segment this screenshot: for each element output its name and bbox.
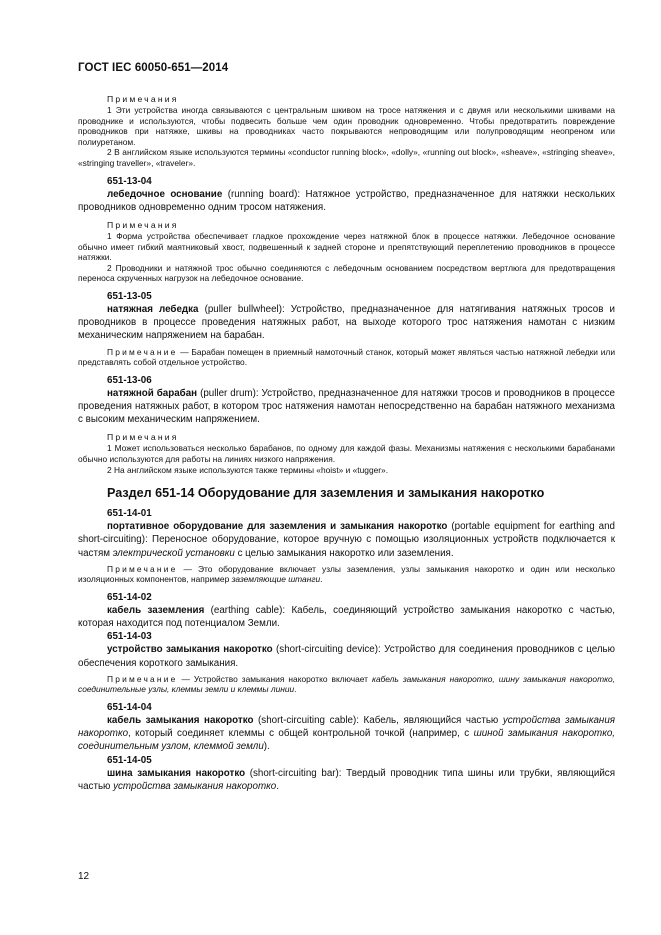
term-name: кабель заземления	[107, 604, 205, 616]
term-name: натяжной барабан	[107, 387, 198, 399]
term-number: 651-14-04	[107, 701, 152, 713]
term-number: 651-13-04	[107, 175, 152, 187]
term-definition	[78, 714, 615, 754]
note-ref: кабель замыкания накоротко, шину замыкания накоротко, соединительные узлы, клеммы земли и клеммы линии	[78, 673, 616, 695]
notes-label: Примечания	[107, 219, 179, 230]
term-number: 651-14-03	[107, 631, 152, 643]
term-number: 651-13-06	[107, 374, 152, 386]
term-definition	[78, 604, 615, 630]
definition-text: (puller drum): Устройство, предназначенное для натяжки тросов и проводников в процессе проведения натяжных работ, в котором трос натяжения намотан непосредственно на барабан натяжного механизма с высоким механическим напряжением.	[78, 387, 616, 426]
term-number: 651-14-05	[107, 754, 152, 766]
note-punct: .	[320, 574, 323, 585]
notes-label: Примечания	[107, 432, 179, 443]
note-text: Барабан помещен в приемный намоточный станок, который может являться частью натяжной лебедки или представлять собой отдельное устройство.	[78, 346, 615, 368]
note-label: Примечание	[107, 346, 178, 357]
note-punct: .	[294, 684, 297, 695]
term-name: лебедочное основание	[107, 188, 223, 200]
notes-label: Примечания	[107, 94, 179, 104]
definition-ref: электрической установки	[112, 547, 235, 559]
term-number: 651-14-01	[107, 508, 152, 520]
note-text: Это оборудование включает узлы заземления, узлы замыкания накоротко и один или несколько изоляционных компонентов, например	[78, 563, 615, 585]
note-text: 1 Может использоваться несколько барабанов, по одному для каждой фазы. Механизмы натяжения с несколькими барабанами обычно используются для работы на линиях низкого напряжения.	[78, 443, 615, 464]
section-heading: Раздел 651-14 Оборудование для заземления и замыкания накоротко	[107, 486, 545, 501]
term-name: кабель замыкания накоротко	[107, 714, 254, 726]
note-text: 2 В английском языке используются термины «conductor running block», «dolly», «running out block», «sheave», «stringing sheave», «stringing traveller», «traveler».	[78, 147, 615, 168]
note-text: 1 Форма устройства обеспечивает гладкое прохождение через натяжной блок в процессе натяжки. Лебедочное основание обычно имеет гибкий маятниковый хвост, подвешенный к задней стороне и препятствующий переплетению проводников в процессе натяжки.	[78, 230, 615, 263]
definition-text: (portable equipment for earthing and short-circuiting): Переносное оборудование, которое вручную с помощью изоляционных устройств подключается к частям	[78, 521, 615, 559]
definition-ref: шиной замыкания накоротко, соединительным узлом, клеммой земли	[78, 728, 615, 753]
document-body	[78, 92, 615, 793]
term-definition	[78, 767, 615, 793]
term-number: 651-14-02	[107, 591, 152, 603]
term-definition	[78, 643, 615, 669]
note-text: Устройство замыкания накоротко включает	[193, 673, 372, 684]
term-name: портативное оборудование для заземления и замыкания накоротко	[107, 521, 448, 533]
definition-text: , который соединяет клеммы с общей контрольной точкой (например, с	[128, 728, 474, 740]
note-text: 2 На английском языке используются также термины «hoist» и «tugger».	[107, 464, 389, 475]
document-header: ГОСТ IEC 60050-651—2014	[78, 62, 229, 74]
term-definition	[78, 303, 615, 343]
note-text: 1 Эти устройства иногда связываются с центральным шкивом на тросе натяжения и с двумя или несколькими шкивами на проводнике и используются, чтобы подвесить больше чем один проводник одновременно. Чтобы предотвратить повреждение проводников при натяжке, шкивы на проводниках часто покрываются непроводящим или полупроводящим неопреном или полиуретаном.	[78, 105, 615, 147]
term-name: шина замыкания накоротко	[107, 767, 246, 779]
note-single: Примечание — Устройство замыкания накоротко включает кабель замыкания накоротко, шину замыкания накоротко, соединительные узлы, клеммы земли и клеммы линии.	[78, 673, 616, 695]
note-ref: заземляющие штанги	[231, 574, 321, 585]
term-name: натяжная лебедка	[107, 303, 199, 315]
term-definition	[78, 520, 615, 560]
definition-text: с целью замыкания накоротко или заземления.	[234, 547, 454, 559]
definition-text: (earthing cable): Кабель, соединяющий устройство замыкания накоротко с частью, которая находится под потенциалом Земли.	[78, 604, 615, 630]
definition-text: (short-circuiting bar): Твердый проводник типа шины или трубки, являющийся частью	[78, 767, 616, 792]
definition-text: .	[276, 780, 279, 792]
definition-text: ).	[263, 741, 270, 753]
definition-text: (short-circuiting cable): Кабель, являющийся частью	[253, 714, 503, 726]
definition-text: (running board): Натяжное устройство, предназначенное для натяжки нескольких проводников одновременно одним тросом натяжения.	[78, 188, 616, 213]
definition-ref: устройства замыкания накоротко	[113, 780, 277, 792]
term-definition	[78, 387, 615, 427]
note-single: Примечание — Барабан помещен в приемный намоточный станок, который может являться частью натяжной лебедки или представлять собой отдельное устройство.	[78, 346, 615, 368]
term-name: устройство замыкания накоротко	[107, 644, 273, 656]
definition-text: (short-circuiting device): Устройство для соединения проводников с целью обеспечения короткого замыкания.	[78, 644, 615, 669]
page-number: 12	[78, 871, 90, 882]
term-definition	[78, 188, 615, 214]
note-text: 2 Проводники и натяжной трос обычно соединяются с лебедочным основанием посредством вертлюга для предотвращения переноса скрученных нагрузок на лебедочное основание.	[78, 262, 615, 284]
note-single: Примечание — Это оборудование включает узлы заземления, узлы замыкания накоротко и один или несколько изоляционных компонентов, например заземляющие штанги.	[78, 563, 615, 585]
definition-text: (puller bullwheel): Устройство, предназначенное для натягивания натяжных тросов и проводников в процессе проведения натяжных работ, на выходе которого трос натяжения намотан с низким механическим напряжением на барабан.	[78, 303, 615, 342]
term-number: 651-13-05	[107, 290, 152, 302]
note-label: Примечание	[107, 673, 178, 684]
definition-ref: устройства замыкания накоротко	[78, 714, 615, 740]
note-label: Примечание	[107, 563, 178, 574]
